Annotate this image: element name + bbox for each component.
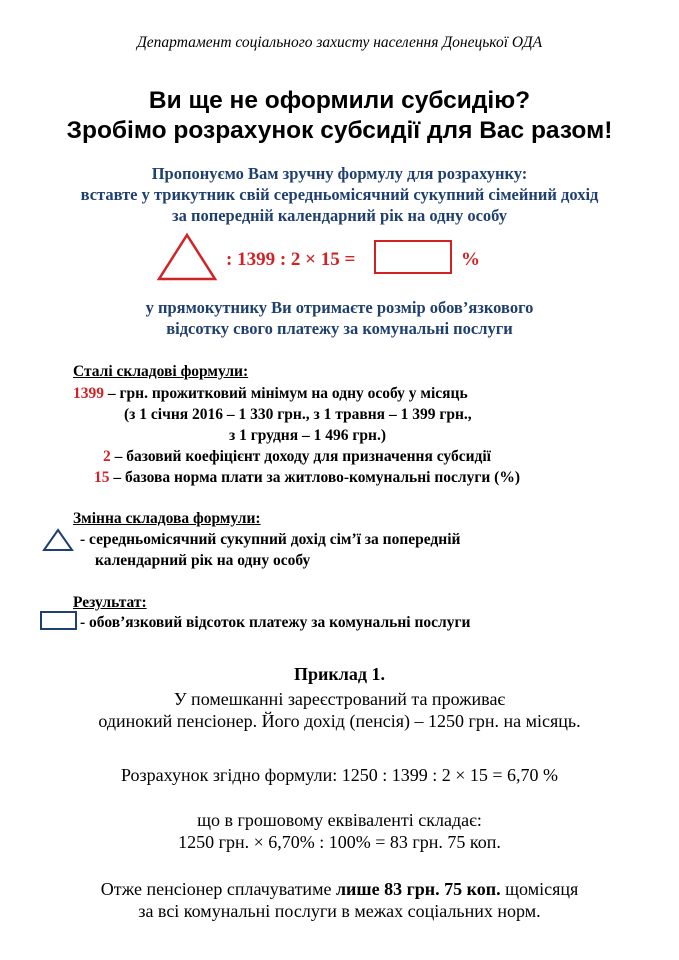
department-header: Департамент соціального захисту населення Донецької ОДА (136, 34, 543, 51)
outro-line-1: у прямокутнику Ви отримаєте розмір обов’язкового (145, 298, 534, 317)
small-box-icon (40, 611, 77, 630)
formula-percent: % (461, 249, 480, 270)
example-title: Приклад 1. (294, 664, 385, 684)
intro-text (0, 163, 679, 226)
title-line-1: Ви ще не оформили субсидію? (148, 87, 531, 114)
example-paragraph (0, 688, 679, 732)
constant-15-text: – базова норма плати за житлово-комунальні послуги (%) (109, 469, 521, 486)
constant-1399-value: 1399 (73, 385, 104, 402)
result-line-1: - обов’язковий відсоток платежу за комунальні послуги (80, 614, 471, 631)
conclusion-line-1 (0, 878, 679, 900)
equivalent-line-2: 1250 грн. × 6,70% : 100% = 83 грн. 75 коп. (178, 832, 501, 852)
equivalent-line-1: що в грошовому еквіваленті складає: (197, 810, 482, 830)
example-equivalent (0, 809, 679, 853)
formula-row (0, 232, 679, 282)
variable-line-1: - середньомісячний сукупний дохід сім’ї за попередній (80, 531, 461, 548)
conclusion-amount: лише 83 грн. 75 коп. (335, 879, 501, 899)
title-line-2: Зробімо розрахунок субсидії для Вас разом! (66, 117, 613, 144)
constant-1399-note-1: (з 1 січня 2016 – 1 330 грн., з 1 травня – 1 399 грн., (124, 406, 472, 423)
example-calculation: Розрахунок згідно формули: 1250 : 1399 : 2 × 15 = 6,70 % (120, 765, 559, 785)
constant-2-value: 2 (103, 448, 111, 465)
example-line-2: одинокий пенсіонер. Його дохід (пенсія) – 1250 грн. на місяць. (98, 711, 581, 731)
intro-line-2: вставте у трикутник свій середньомісячний сукупний сімейний дохід (80, 185, 599, 204)
variable-line-2: календарний рік на одну особу (95, 552, 311, 569)
example-line-1: У помешканні зареєстрований та проживає (173, 689, 506, 709)
variable-title: Змінна складова формули: (73, 510, 261, 527)
conclusion-line-2: за всі комунальні послуги в межах соціальних норм. (138, 901, 541, 921)
outro-text (0, 297, 679, 339)
conclusion-pre: Отже пенсіонер сплачуватиме (100, 879, 336, 899)
result-box-icon (374, 240, 452, 274)
conclusion-post: щомісяця (500, 879, 579, 899)
constant-15-value: 15 (94, 469, 110, 486)
constant-15 (94, 469, 520, 487)
intro-line-1: Пропонуємо Вам зручну формулу для розрахунку: (151, 164, 528, 183)
example-conclusion (0, 878, 679, 922)
constant-2 (103, 448, 491, 466)
constant-1399-note-2: з 1 грудня – 1 496 грн.) (229, 427, 386, 444)
small-triangle-icon (42, 528, 74, 552)
constant-2-text: – базовий коефіцієнт доходу для призначення субсидії (110, 448, 491, 465)
outro-line-2: відсотку свого платежу за комунальні послуги (166, 319, 513, 338)
result-title: Результат: (73, 594, 147, 611)
formula-text: : 1399 : 2 × 15 = (226, 249, 356, 270)
triangle-icon (156, 232, 218, 282)
intro-line-3: за попередній календарний рік на одну особу (171, 206, 508, 225)
page-title (0, 86, 679, 146)
constant-1399 (73, 385, 468, 403)
constant-1399-text: – грн. прожитковий мінімум на одну особу у місяць (104, 385, 468, 402)
constants-title: Сталі складові формули: (73, 363, 249, 380)
